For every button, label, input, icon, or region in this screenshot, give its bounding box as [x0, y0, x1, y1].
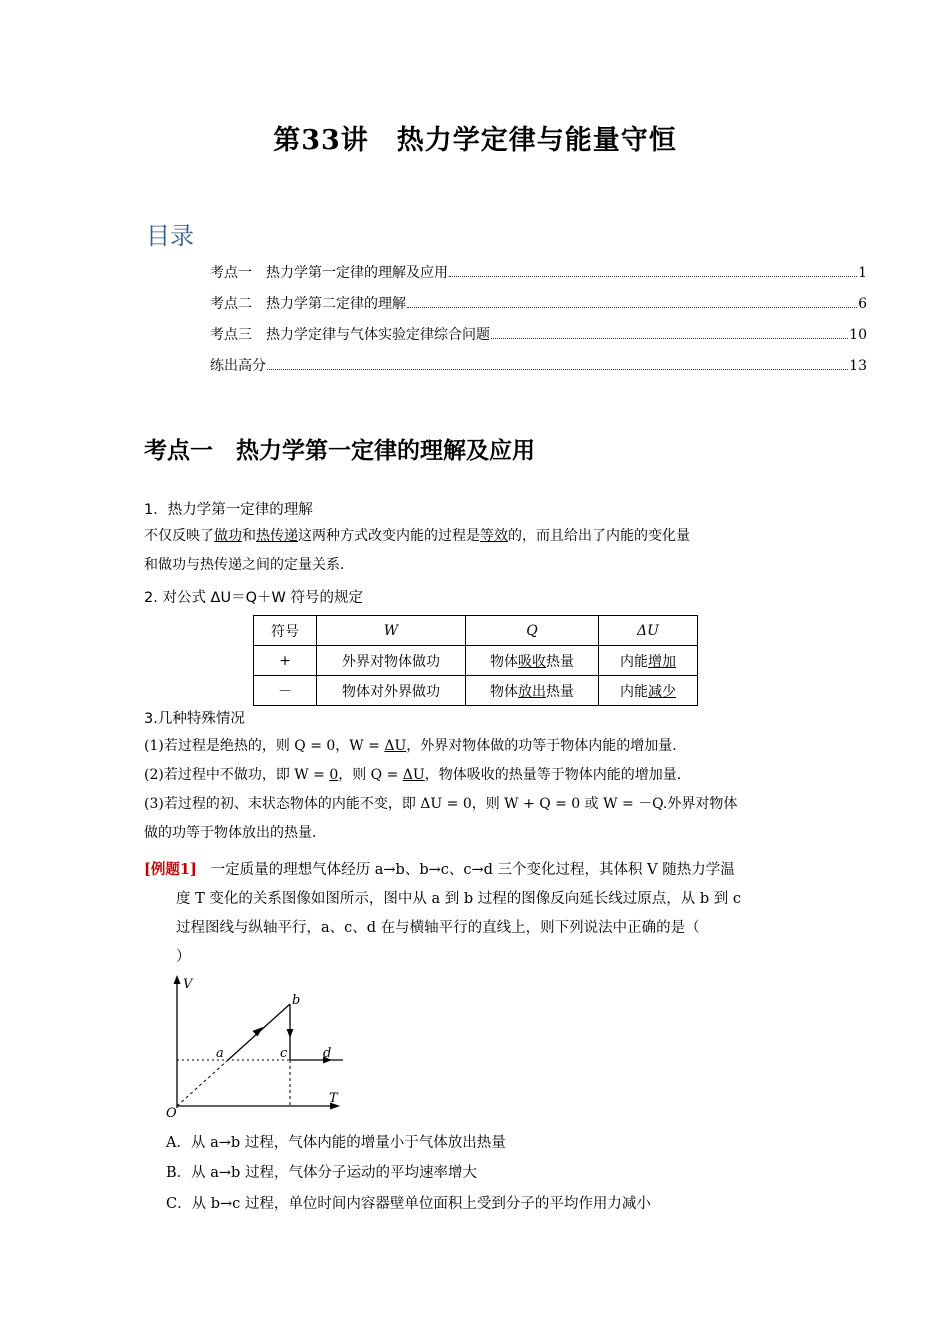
- toc-item-page: 10: [849, 327, 867, 343]
- b-c-arrow: [287, 1029, 294, 1038]
- table-cell: +: [254, 646, 317, 676]
- toc-item[interactable]: [210, 262, 867, 282]
- toc-heading: 目录: [146, 222, 194, 250]
- table-cell: 物体对外界做功: [317, 676, 466, 706]
- t-label: T: [329, 1091, 338, 1106]
- table-header-row: [254, 616, 698, 646]
- option-b[interactable]: B．从 a→b 过程，气体分子运动的平均速率增大: [166, 1165, 477, 1181]
- table-cell: 内能增加: [599, 646, 698, 676]
- table-cell: －: [254, 676, 317, 706]
- example-text: 度 T 变化的关系图像如图所示，图中从 a 到 b 过程的图像反向延长线过原点，从 b 到 c: [176, 891, 741, 907]
- case-3-cont: 做的功等于物体放出的热量．: [144, 825, 326, 841]
- section-title: 考点一 热力学第一定律的理解及应用: [144, 438, 535, 464]
- table-cell: 内能减少: [599, 676, 698, 706]
- sign-convention-table: [253, 615, 698, 706]
- option-a[interactable]: A．从 a→b 过程，气体内能的增量小于气体放出热量: [166, 1135, 506, 1151]
- origin-label: O: [166, 1106, 177, 1120]
- example-1: [144, 855, 814, 972]
- toc-item-page: 6: [858, 296, 867, 312]
- table-header-cell: Q: [466, 616, 599, 646]
- table-row: [254, 646, 698, 676]
- table-header-cell: W: [317, 616, 466, 646]
- subheading-1: 1．热力学第一定律的理解: [144, 502, 313, 518]
- toc-leader-dots: [449, 276, 857, 277]
- example-text: 过程图线与纵轴平行，a、c、d 在与横轴平行的直线上，则下列说法中正确的是（: [176, 920, 700, 936]
- table-cell: 物体吸收热量: [466, 646, 599, 676]
- toc-item-text: 练出高分: [210, 358, 266, 374]
- toc-leader-dots: [407, 307, 857, 308]
- point-d-label: d: [323, 1046, 332, 1061]
- case-3: (3)若过程的初、末状态物体的内能不变，即 ΔU = 0，则 W + Q = 0 或 W = －Q.外界对物体: [144, 796, 738, 812]
- subheading-3: 3.几种特殊情况: [144, 711, 245, 727]
- toc-item[interactable]: [210, 324, 867, 344]
- v-axis-arrow: [174, 975, 181, 984]
- table-cell: 外界对物体做功: [317, 646, 466, 676]
- toc-item[interactable]: [210, 355, 867, 375]
- point-a-label: a: [216, 1046, 224, 1061]
- case-2: (2)若过程中不做功，即 W = 0，则 Q = ΔU，物体吸收的热量等于物体内能的增加量．: [144, 767, 691, 783]
- toc-item-text: 考点一 热力学第一定律的理解及应用: [210, 265, 448, 281]
- point-b-label: b: [292, 993, 301, 1008]
- toc-leader-dots: [491, 338, 848, 339]
- point-c-label: c: [280, 1046, 288, 1061]
- table-cell: 物体放出热量: [466, 676, 599, 706]
- toc-item-page: 13: [849, 358, 867, 374]
- toc-item[interactable]: [210, 293, 867, 313]
- example-text: ）: [176, 949, 191, 965]
- v-label: V: [183, 977, 193, 992]
- option-c[interactable]: C．从 b→c 过程，单位时间内容器壁单位面积上受到分子的平均作用力减小: [166, 1196, 651, 1212]
- table-header-cell: ΔU: [599, 616, 698, 646]
- a-b-arrow: [253, 1027, 264, 1037]
- toc-leader-dots: [267, 369, 848, 370]
- case-1: (1)若过程是绝热的，则 Q = 0，W = ΔU，外界对物体做的功等于物体内能的增加量．: [144, 738, 687, 754]
- toc-item-page: 1: [858, 265, 867, 281]
- document-title: 第33讲 热力学定律与能量守恒: [273, 125, 677, 156]
- paragraph-first-law: 不仅反映了做功和热传递这两种方式改变内能的过程是等效的，而且给出了内能的变化量 和做功与热传递之间的定量关系．: [144, 528, 690, 573]
- table-header-cell: 符号: [254, 616, 317, 646]
- toc-item-text: 考点二 热力学第二定律的理解: [210, 296, 406, 312]
- vt-graph-figure: [160, 968, 360, 1120]
- ab-extension-dashed: [177, 1060, 228, 1106]
- example-label: [例题1]: [144, 861, 197, 878]
- toc-item-text: 考点三 热力学定律与气体实验定律综合问题: [210, 327, 490, 343]
- special-cases: [144, 732, 814, 848]
- subheading-2: 2. 对公式 ΔU＝Q＋W 符号的规定: [144, 590, 363, 606]
- table-row: [254, 676, 698, 706]
- example-text: 一定质量的理想气体经历 a→b、b→c、c→d 三个变化过程，其体积 V 随热力学温: [210, 862, 735, 878]
